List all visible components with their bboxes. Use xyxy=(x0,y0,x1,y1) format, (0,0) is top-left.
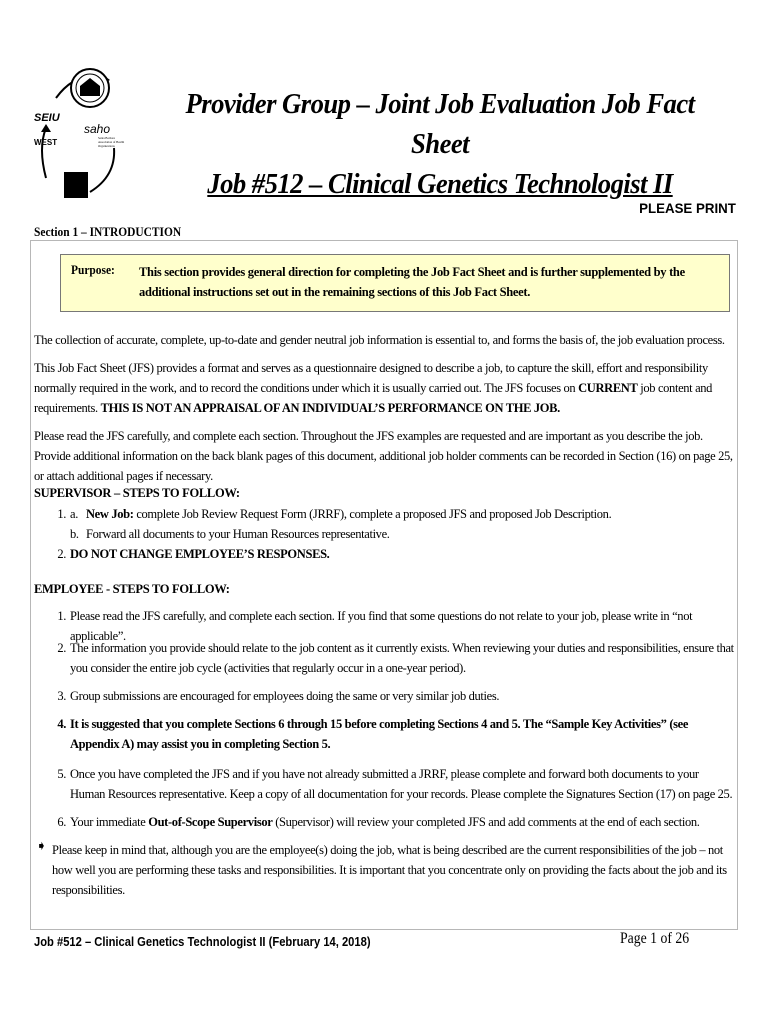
step-text-pre: Your immediate xyxy=(70,815,149,829)
purpose-label: Purpose: xyxy=(71,262,115,277)
purpose-text: This section provides general direction for completing the Job Fact Sheet and is further supplemented by the additional instructions set out in the remaining sections of this Job Fact Sheet. xyxy=(139,265,685,299)
item-number: 1. xyxy=(57,507,66,521)
saho-logo-text: saho xyxy=(84,122,111,136)
footer-job-title: Job #512 – Clinical Genetics Technologist II (February 14, 2018) xyxy=(34,934,371,949)
seiu-logo-text: SEIU xyxy=(34,112,60,124)
new-job-text: complete Job Review Request Form (JRRF), complete a proposed JFS and proposed Job Description. xyxy=(133,507,612,521)
step-text: Please read the JFS carefully, and complete each section. If you find that some questions do not relate to your job, please write in “not applicable”. xyxy=(70,609,693,643)
bullet-arrow-icon: ➧ xyxy=(36,838,47,853)
title-line-2: Job #512 – Clinical Genetics Technologist II xyxy=(207,168,673,200)
step-number: 4. xyxy=(57,717,66,731)
please-print-label: PLEASE PRINT xyxy=(639,200,736,216)
not-appraisal-notice: THIS IS NOT AN APPRAISAL OF AN INDIVIDUAL’S PERFORMANCE ON THE JOB. xyxy=(100,401,560,415)
provider-group-logo xyxy=(28,58,128,208)
employee-heading: EMPLOYEE - STEPS TO FOLLOW: xyxy=(34,582,230,596)
item-letter: b. xyxy=(70,527,79,541)
section-1-heading: Section 1 – INTRODUCTION xyxy=(34,224,182,239)
step-text: Group submissions are encouraged for employees doing the same or very similar job duties. xyxy=(70,689,500,703)
step-text-post: (Supervisor) will review your completed JFS and add comments at the end of each section. xyxy=(272,815,700,829)
do-not-change-text: DO NOT CHANGE EMPLOYEE’S RESPONSES. xyxy=(70,547,330,561)
step-text: The information you provide should relate to the job content as it currently exists. When reviewing your duties and responsibilities, ensure that you consider the entire job cycle (activities that regularly occur in a one-year period). xyxy=(70,641,734,675)
employee-step-4 xyxy=(52,714,734,754)
step-number: 6. xyxy=(57,815,66,829)
step-number: 1. xyxy=(57,609,66,623)
footer-page-number: Page 1 of 26 xyxy=(620,930,690,947)
employee-step-5 xyxy=(52,764,734,804)
purpose-box xyxy=(60,254,730,312)
supervisor-heading: SUPERVISOR – STEPS TO FOLLOW: xyxy=(34,486,240,500)
west-logo-text: WEST xyxy=(34,138,58,147)
step-text: Once you have completed the JFS and if you have not already submitted a JRRF, please complete and forward both documents to your Human Resources representative. Keep a copy of all documentation for your records. Please complete the Signatures Section (17) on page 25. xyxy=(70,767,733,801)
paragraph-jfs-text-b: job content and requirements. xyxy=(34,381,713,415)
employee-step-2 xyxy=(52,638,734,678)
step-number: 5. xyxy=(57,767,66,781)
saho-logo-subtext: Santa Barbara Association of Health Organizations xyxy=(98,136,125,148)
paragraph-collection: The collection of accurate, complete, up-to-date and gender neutral job information is essential to, and forms the basis of, the job evaluation process. xyxy=(34,333,725,347)
employee-note: Please keep in mind that, although you are the employee(s) doing the job, what is being described are the current responsibilities of the job – not how well you are performing these tasks and responsibilities. It is important that you concentrate only on providing the facts about the job and its responsibilities. xyxy=(52,843,727,897)
item-letter: a. xyxy=(70,507,78,521)
title-line-1: Provider Group – Joint Job Evaluation Job Fact Sheet xyxy=(185,88,695,160)
forward-documents-text: Forward all documents to your Human Resources representative. xyxy=(86,527,390,541)
current-emphasis: CURRENT xyxy=(578,381,638,395)
employee-step-3 xyxy=(52,686,734,706)
paragraph-jfs-description xyxy=(34,358,740,418)
paragraph-jfs-text-a: This Job Fact Sheet (JFS) provides a format and serves as a questionnaire designed to describe a job, to capture the skill, effort and responsibility normally required in the work, and to record the conditions under which it is usually carried out. The JFS focuses on xyxy=(34,361,708,395)
employee-step-6 xyxy=(52,812,734,832)
item-number: 2. xyxy=(57,547,66,561)
step-number: 2. xyxy=(57,641,66,655)
new-job-label: New Job: xyxy=(86,507,134,521)
step-text xyxy=(70,812,734,832)
out-of-scope-supervisor: Out-of-Scope Supervisor xyxy=(148,815,273,829)
step-text: It is suggested that you complete Sections 6 through 15 before completing Sections 4 and 5. The “Sample Key Activities” (see Appendix A) may assist you in completing Section 5. xyxy=(70,717,689,751)
paragraph-instructions: Please read the JFS carefully, and complete each section. Throughout the JFS examples are requested and are important as you describe the job. Provide additional information on the back blank pages of this document, additional job holder comments can be recorded in Section (16) on page 25, or attach additional pages if necessary. xyxy=(34,429,733,483)
document-title xyxy=(155,84,725,204)
step-number: 3. xyxy=(57,689,66,703)
